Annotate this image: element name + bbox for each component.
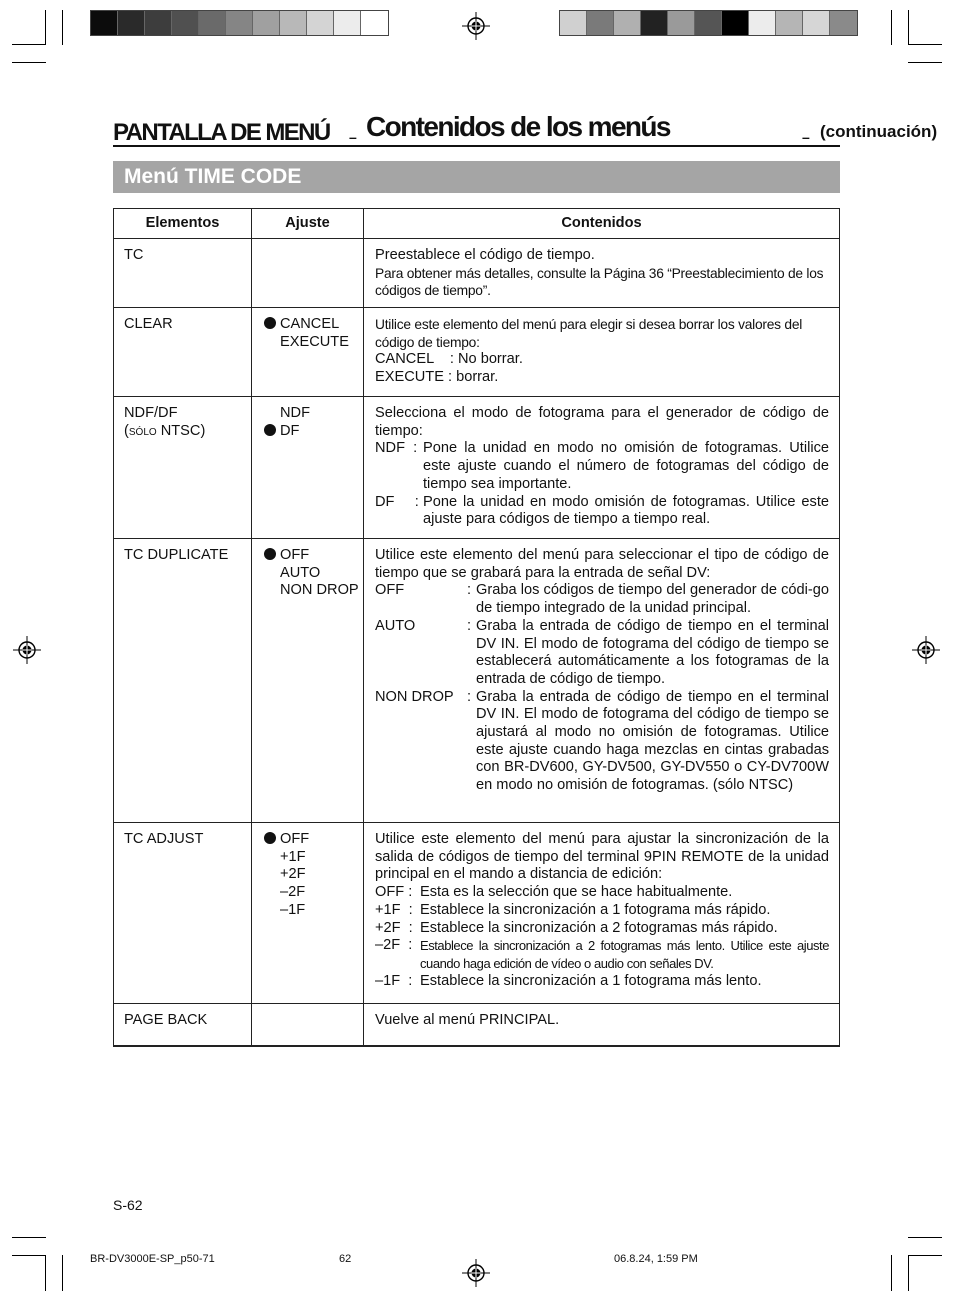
crop-mark [908, 44, 942, 45]
footer-timestamp: 06.8.24, 1:59 PM [614, 1253, 698, 1265]
color-swatch [226, 11, 253, 35]
element-cell [114, 239, 252, 308]
setting-option [264, 866, 363, 884]
color-swatch [830, 11, 857, 35]
setting-cell [252, 1004, 364, 1046]
color-swatch [118, 11, 145, 35]
crop-mark [45, 1255, 46, 1291]
contents-intro: Selecciona el modo de fotograma para el generador de código de tiempo: [375, 405, 829, 439]
registration-mark-icon [13, 636, 41, 664]
crop-mark [891, 10, 892, 45]
color-swatch [307, 11, 334, 35]
color-swatch [803, 11, 830, 35]
selected-bullet-icon [264, 316, 280, 334]
crop-mark [908, 1255, 909, 1291]
setting-option [264, 423, 363, 441]
setting-label: NDF [280, 405, 310, 421]
registration-mark-icon [462, 1259, 490, 1287]
menu-table [113, 208, 840, 1047]
crop-mark [12, 44, 46, 45]
table-row [114, 539, 840, 823]
selected-bullet-icon [264, 547, 280, 565]
section-heading: Menú TIME CODE [113, 161, 840, 193]
title-continuation: (continuación) [820, 122, 938, 141]
registration-mark-icon [912, 636, 940, 664]
color-swatch [668, 11, 695, 35]
setting-option [264, 405, 363, 423]
element-name: CLEAR [124, 316, 173, 332]
contents-intro: Utilice este elemento del menú para seleccionar el tipo de código de tiempo que se grabará para la entrada de señal DV: [375, 547, 829, 581]
table-header-row [114, 209, 840, 239]
color-swatch [253, 11, 280, 35]
selected-bullet-icon [264, 831, 280, 849]
setting-label: +1F [280, 848, 306, 865]
setting-option [264, 884, 363, 902]
registration-mark-icon [462, 12, 490, 40]
element-cell [114, 308, 252, 397]
title-dash: – [802, 129, 810, 145]
contents-line: Utilice este elemento del menú para elegir si desea borrar los valores del código de tiempo: [375, 317, 803, 350]
contents-line: Vuelve al menú PRINCIPAL. [375, 1012, 560, 1028]
element-name: NDF/DF [124, 405, 178, 421]
crop-mark [908, 62, 942, 63]
crop-mark [62, 1255, 63, 1291]
column-header-contents: Contenidos [364, 209, 840, 239]
element-cell [114, 539, 252, 823]
setting-label: –2F [280, 884, 306, 901]
color-swatch [334, 11, 361, 35]
color-swatch [749, 11, 776, 35]
table-row [114, 239, 840, 308]
contents-line: EXECUTE : borrar. [375, 369, 499, 386]
contents-item: NON DROP : Graba la entrada de código de tiempo en el terminal DV IN. El modo de fotograma del código de tiempo se ajustará al modo no omisión de fotogramas. Utilice este ajuste cuando haga mezclas en cintas grabadas con BR-DV600, GY-DV500, GY-DV550 o CY-DV700W en modo no omisión de fotogramas. (sólo NTSC) [375, 688, 829, 794]
setting-label: OFF [280, 547, 310, 563]
contents-cell [364, 1004, 840, 1046]
contents-line: Preestablece el código de tiempo. [375, 247, 595, 263]
color-swatch [587, 11, 614, 35]
table-row [114, 308, 840, 397]
page-title [113, 109, 938, 147]
table-row [114, 1004, 840, 1046]
element-name: TC [124, 247, 144, 263]
contents-item: –2F : Establece la sincronización a 2 fotogramas más lento. Utilice este ajuste cuando haga edición de vídeo o audio con señales DV. [375, 937, 829, 971]
footer-file-name: BR-DV3000E-SP_p50-71 [90, 1253, 215, 1265]
setting-cell [252, 539, 364, 823]
column-header-setting: Ajuste [252, 209, 364, 239]
color-swatch [361, 11, 388, 35]
color-swatch [199, 11, 226, 35]
contents-item: AUTO : Graba la entrada de código de tiempo en el terminal DV IN. El modo de fotograma del código de tiempo se establecerá automáticamente a los fotogramas de la entrada de código de tiempo. [375, 617, 829, 687]
crop-mark [12, 62, 46, 63]
contents-item: OFF : Esta es la selección que se hace habitualmente. [375, 884, 733, 901]
crop-mark [12, 1255, 46, 1256]
setting-label: AUTO [280, 564, 321, 581]
contents-cell [364, 308, 840, 397]
element-cell [114, 1004, 252, 1046]
color-bar-left [90, 10, 389, 36]
color-swatch [145, 11, 172, 35]
title-sub: Contenidos de los menús [366, 111, 670, 142]
color-swatch [695, 11, 722, 35]
table-row [114, 397, 840, 539]
contents-cell [364, 397, 840, 539]
page-number: S-62 [113, 1197, 143, 1213]
crop-mark [12, 1237, 46, 1238]
setting-option [264, 565, 363, 583]
contents-cell [364, 539, 840, 823]
color-swatch [776, 11, 803, 35]
title-dash: – [349, 129, 357, 145]
setting-label: +2F [280, 866, 306, 883]
title-main: PANTALLA DE MENÚ [113, 119, 330, 146]
color-swatch [91, 11, 118, 35]
table-row [114, 823, 840, 1004]
setting-option [264, 316, 363, 334]
setting-label: NON DROP [280, 582, 359, 599]
element-note: (SÓLO NTSC) [124, 422, 206, 439]
setting-option [264, 334, 363, 352]
contents-item: OFF : Graba los códigos de tiempo del generador de códi-go de tiempo integrado de la unidad principal. [375, 582, 829, 617]
setting-label: EXECUTE [280, 333, 349, 350]
crop-mark [62, 10, 63, 45]
color-swatch [172, 11, 199, 35]
crop-mark [45, 10, 46, 45]
contents-item: +1F : Establece la sincronización a 1 fotograma más rápido. [375, 901, 771, 918]
element-name: TC DUPLICATE [124, 547, 229, 563]
setting-option [264, 902, 363, 920]
contents-line: CANCEL : No borrar. [375, 351, 523, 368]
setting-label: CANCEL [280, 316, 340, 332]
column-header-elements: Elementos [114, 209, 252, 239]
color-bar-right [559, 10, 858, 36]
setting-label: DF [280, 422, 300, 439]
element-cell [114, 397, 252, 539]
setting-cell [252, 397, 364, 539]
crop-mark [908, 1237, 942, 1238]
setting-option [264, 582, 363, 600]
color-swatch [722, 11, 749, 35]
contents-item: +2F : Establece la sincronización a 2 fotogramas más rápido. [375, 919, 778, 936]
contents-intro: Utilice este elemento del menú para ajustar la sincronización de la salida de códigos de tiempo del terminal 9PIN REMOTE de la unidad principal en el mando a distancia de edición: [375, 831, 829, 883]
setting-cell [252, 308, 364, 397]
footer-sheet-number: 62 [339, 1253, 352, 1265]
contents-cell [364, 823, 840, 1004]
setting-option [264, 547, 363, 565]
crop-mark [891, 1255, 892, 1291]
element-cell [114, 823, 252, 1004]
setting-cell [252, 823, 364, 1004]
contents-item: DF : Pone la unidad en modo omisión de fotogramas. Utilice este ajuste para códigos de tiempo a tiempo real. [375, 493, 829, 528]
contents-line: Para obtener más detalles, consulte la Página 36 “Preestablecimiento de los códigos de tiempo”. [375, 265, 824, 299]
color-swatch [560, 11, 587, 35]
color-swatch [280, 11, 307, 35]
element-name: PAGE BACK [124, 1012, 208, 1028]
selected-bullet-icon [264, 423, 280, 441]
color-swatch [614, 11, 641, 35]
setting-option [264, 831, 363, 849]
setting-label: OFF [280, 831, 310, 847]
contents-cell [364, 239, 840, 308]
element-name: TC ADJUST [124, 831, 204, 847]
color-swatch [641, 11, 668, 35]
setting-cell [252, 239, 364, 308]
setting-label: –1F [280, 901, 306, 918]
setting-option [264, 849, 363, 867]
crop-mark [908, 10, 909, 45]
contents-item: –1F : Establece la sincronización a 1 fotograma más lento. [375, 972, 762, 989]
contents-item: NDF : Pone la unidad en modo no omisión de fotogramas. Utilice este ajuste cuando el número de fotogramas del código de tiempo sea importante. [375, 440, 829, 492]
crop-mark [908, 1255, 942, 1256]
